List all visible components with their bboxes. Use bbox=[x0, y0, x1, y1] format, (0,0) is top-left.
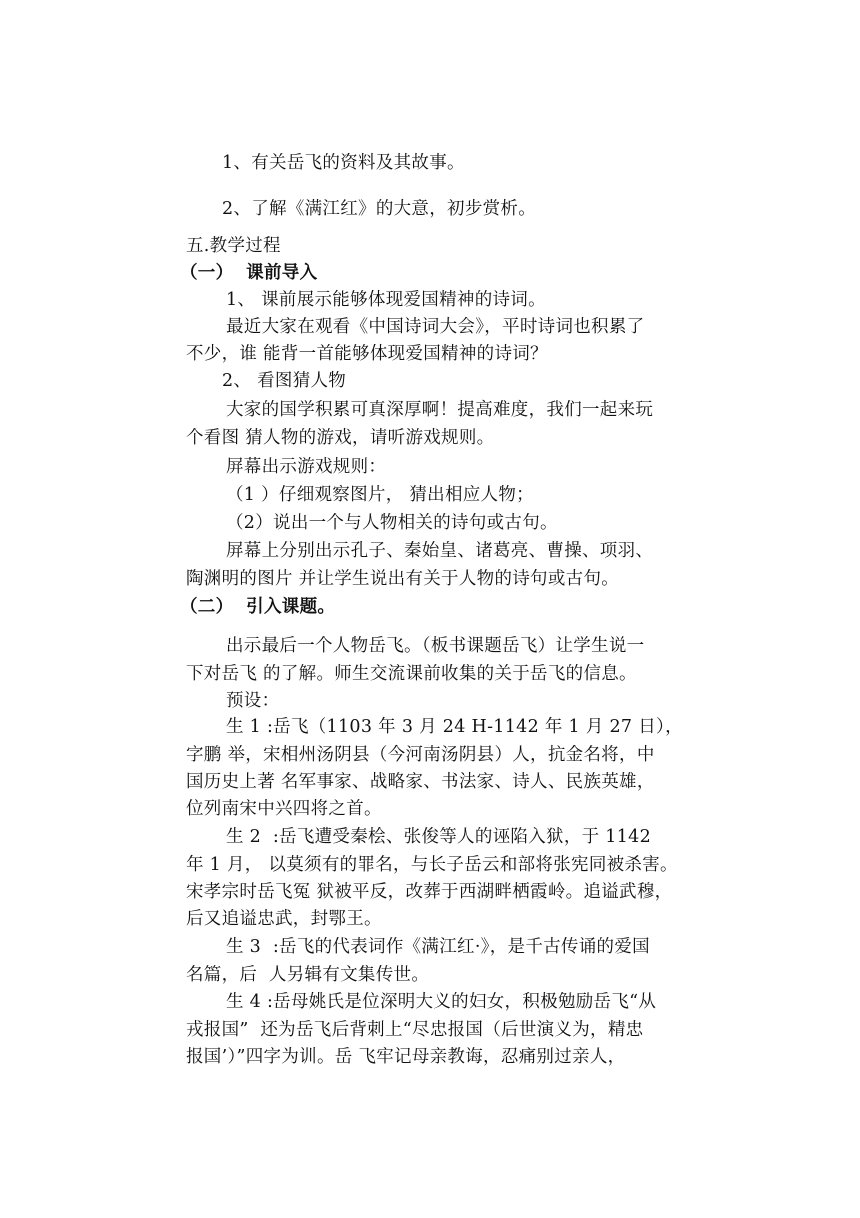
student-4-line-1: 生 4 :岳母姚氏是位深明大义的妇女，积极勉励岳飞“从 bbox=[226, 992, 657, 1012]
student-3-line-1: 生 3 :岳飞的代表词作《满江红·》，是千古传诵的爱国 bbox=[226, 937, 650, 957]
part-2-title: （二） 引入课题。 bbox=[180, 597, 336, 617]
screen-text-line-2: 陶渊明的图片 并让学生说出有关于人物的诗句或古句。 bbox=[186, 569, 620, 589]
student-1-line-2: 字鹏 举，宋相州汤阴县（今河南汤阴县）人，抗金名将，中 bbox=[186, 745, 655, 765]
student-4-line-3: 报国’）”四字为训。岳 飞牢记母亲教诲，忍痛别过亲人， bbox=[186, 1047, 626, 1067]
material-item-2: 2、了解《满江红》的大意，初步赏析。 bbox=[222, 199, 537, 219]
student-1-line-1: 生 1 :岳飞（1103 年 3 月 24 H-1142 年 1 月 27 日）， bbox=[226, 717, 683, 737]
student-1-line-4: 位列南宋中兴四将之首。 bbox=[186, 799, 382, 819]
rule-1: （1 ）仔细观察图片， 猜出相应人物； bbox=[226, 485, 534, 505]
part-1-step-1-title: 1、 课前展示能够体现爱国精神的诗词。 bbox=[226, 290, 546, 310]
student-3-line-2: 名篇，后 人另辑有文集传世。 bbox=[186, 965, 430, 985]
part-1-step-2-title: 2、 看图猜人物 bbox=[222, 371, 347, 391]
part-1-step-1-text-line-1: 最近大家在观看《中国诗词大会》，平时诗词也积累了 bbox=[226, 317, 645, 337]
student-2-line-1: 生 2 :岳飞遭受秦桧、张俊等人的诬陷入狱，于 1142 bbox=[226, 827, 652, 847]
part-1-step-1-text-line-2: 不少，谁 能背一首能够体现爱国精神的诗词？ bbox=[186, 344, 548, 364]
part-1-step-2-text-line-2: 个看图 猜人物的游戏，请听游戏规则。 bbox=[186, 428, 495, 448]
student-2-line-3: 宋孝宗时岳飞冤 狱被平反，改葬于西湖畔栖霞岭。追谥武穆， bbox=[186, 882, 673, 902]
section-5-title: 五.教学过程 bbox=[186, 236, 281, 256]
rule-2: （2）说出一个与人物相关的诗句或古句。 bbox=[226, 513, 558, 533]
part-1-step-2-text-line-1: 大家的国学积累可真深厚啊！提高难度，我们一起来玩 bbox=[226, 400, 654, 420]
part-2-intro-line-1: 出示最后一个人物岳飞。（板书课题岳飞）让学生说一 bbox=[226, 636, 645, 656]
material-item-1: 1、有关岳飞的资料及其故事。 bbox=[222, 153, 465, 173]
part-2-intro-line-2: 下对岳飞 的了解。师生交流课前收集的关于岳飞的信息。 bbox=[186, 664, 637, 684]
part-1-title: （一） 课前导入 bbox=[180, 263, 318, 283]
student-2-line-4: 后又追谥忠武，封鄂王。 bbox=[186, 909, 382, 929]
student-2-line-2: 年 1 月， 以莫须有的罪名，与长子岳云和部将张宪同被杀害。 bbox=[186, 855, 678, 875]
student-4-line-2: 戎报国” 还为岳飞后背刺上“尽忠报国（后世演义为，精忠 bbox=[186, 1020, 644, 1040]
preset-label: 预设： bbox=[226, 691, 280, 711]
student-1-line-3: 国历史上著 名军事家、战略家、书法家、诗人、民族英雄， bbox=[186, 772, 655, 792]
screen-text-line-1: 屏幕上分别出示孔子、秦始皇、诸葛亮、曹操、项羽、 bbox=[226, 541, 654, 561]
rules-intro: 屏幕出示游戏规则： bbox=[226, 457, 387, 477]
